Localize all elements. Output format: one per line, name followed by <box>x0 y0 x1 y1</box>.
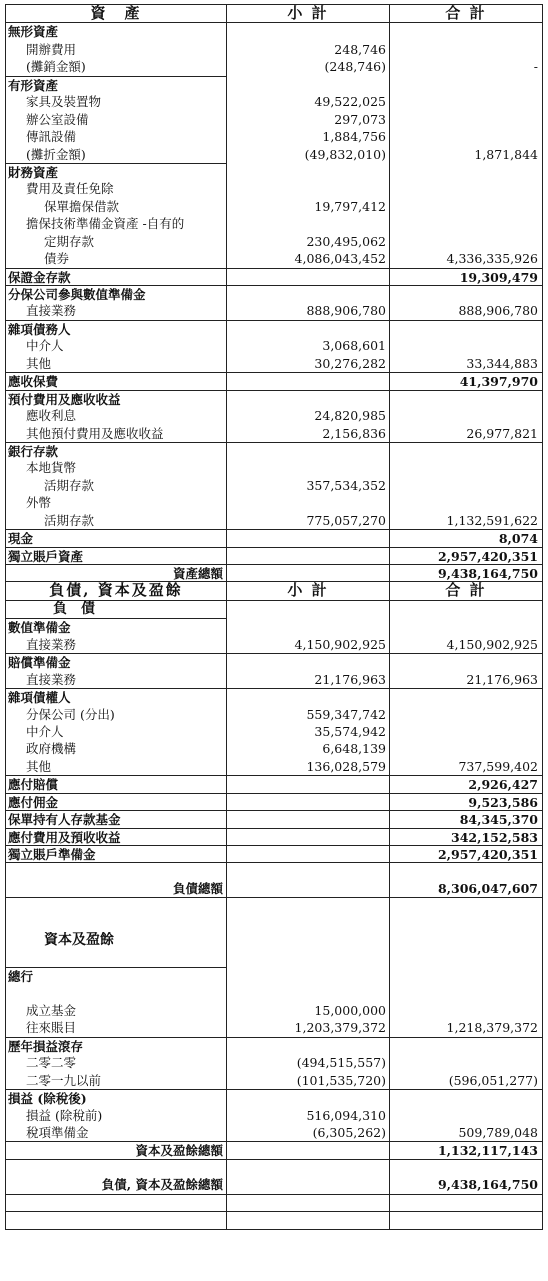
table-row <box>6 285 542 302</box>
row-total <box>389 1211 542 1228</box>
row-label: 直接業務 <box>26 671 77 687</box>
table-row <box>6 601 542 618</box>
table-row <box>6 302 542 319</box>
row-total <box>389 723 542 740</box>
section-financial <box>6 163 542 180</box>
row-subtotal <box>226 845 389 862</box>
row-total: 737,599,402 <box>389 758 542 775</box>
row-total: 33,344,883 <box>389 355 542 372</box>
header-assets: 資 產 <box>90 5 142 22</box>
row-label <box>6 1211 226 1228</box>
sheet-rows <box>6 23 542 1228</box>
row-total: 1,132,117,143 <box>389 1141 542 1158</box>
table-row <box>6 128 542 145</box>
row-total <box>389 494 542 511</box>
table-row <box>6 442 542 459</box>
row-total <box>389 233 542 250</box>
row-label: 預付費用及應收收益 <box>6 390 226 407</box>
row-subtotal <box>226 915 389 932</box>
row-subtotal: (6,305,262) <box>226 1124 389 1141</box>
row-label <box>6 915 226 932</box>
table-row <box>6 233 542 250</box>
row-label: 保單持有人存款基金 <box>6 810 226 827</box>
row-total <box>389 76 542 93</box>
row-subtotal <box>226 1194 389 1211</box>
row-subtotal: 35,574,942 <box>226 723 389 740</box>
row-total: 41,397,970 <box>389 372 542 389</box>
row-subtotal: 21,176,963 <box>226 671 389 688</box>
table-row <box>6 775 542 792</box>
row-label: 資本及盈餘 <box>44 932 114 949</box>
row-label: 歷年損益滾存 <box>6 1037 226 1054</box>
row-subtotal: 19,797,412 <box>226 198 389 215</box>
row-subtotal: (494,515,557) <box>226 1054 389 1071</box>
row-label <box>6 1159 226 1176</box>
row-subtotal <box>226 1176 389 1193</box>
table-row <box>6 688 542 705</box>
table-row <box>6 985 542 1002</box>
row-label: 銀行存款 <box>6 442 226 459</box>
row-label: 擔保技術準備金資產 -自有的 <box>26 216 185 232</box>
row-subtotal <box>226 793 389 810</box>
table-row <box>6 671 542 688</box>
row-subtotal: 357,534,352 <box>226 477 389 494</box>
row-label: 無形資產 <box>8 24 59 40</box>
row-total <box>389 163 542 180</box>
table-row <box>6 706 542 723</box>
row-total <box>389 601 542 618</box>
table-row <box>6 1141 542 1158</box>
row-total <box>389 862 542 879</box>
row-subtotal: 136,028,579 <box>226 758 389 775</box>
table-row <box>6 529 542 546</box>
row-label: 財務資產 <box>6 163 226 180</box>
assets-header <box>6 5 542 23</box>
row-subtotal: 3,068,601 <box>226 337 389 354</box>
row-subtotal <box>226 932 389 949</box>
row-total <box>389 442 542 459</box>
row-subtotal: (101,535,720) <box>226 1072 389 1089</box>
table-row <box>6 1002 542 1019</box>
row-label <box>6 985 226 1002</box>
row-total: 9,438,164,750 <box>389 1176 542 1193</box>
row-total: 84,345,370 <box>389 810 542 827</box>
row-total <box>389 688 542 705</box>
table-row <box>6 425 542 442</box>
row-label: 本地貨幣 <box>26 460 77 476</box>
table-row <box>6 828 542 845</box>
row-total <box>389 320 542 337</box>
table-row <box>6 862 542 879</box>
row-subtotal <box>226 268 389 285</box>
row-label: 稅項準備金 <box>26 1125 89 1140</box>
table-row <box>6 268 542 285</box>
row-total: 9,438,164,750 <box>389 564 542 581</box>
row-subtotal: 516,094,310 <box>226 1107 389 1124</box>
table-row <box>6 636 542 653</box>
row-label: 傳訊設備 <box>26 129 77 145</box>
row-label: 分保公司 (分出) <box>26 706 115 722</box>
row-label: 往來賬目 <box>26 1020 77 1036</box>
row-subtotal <box>226 390 389 407</box>
row-total: 21,176,963 <box>389 671 542 688</box>
row-label: 資本及盈餘總額 <box>6 1141 226 1158</box>
row-label: 數值準備金 <box>6 618 226 635</box>
row-label: 獨立賬戶資產 <box>6 547 226 564</box>
row-label: 家具及裝置物 <box>26 94 102 110</box>
table-row <box>6 758 542 775</box>
row-total: 9,523,586 <box>389 793 542 810</box>
row-subtotal <box>226 494 389 511</box>
row-label: 應付佣金 <box>6 793 226 810</box>
row-subtotal <box>226 880 389 897</box>
row-total: 8,306,047,607 <box>389 880 542 897</box>
row-subtotal <box>226 215 389 232</box>
table-row <box>6 494 542 511</box>
row-label <box>6 1194 226 1211</box>
row-subtotal <box>226 564 389 581</box>
header-total: 合 計 <box>389 582 542 599</box>
row-subtotal <box>226 1089 389 1106</box>
row-label: 負債總額 <box>172 880 223 896</box>
table-row <box>6 1072 542 1089</box>
table-row <box>6 793 542 810</box>
section-intangible <box>6 23 542 40</box>
row-subtotal <box>226 529 389 546</box>
row-label: 負 債 <box>53 600 95 617</box>
row-label: 定期存款 <box>44 233 95 249</box>
row-total: 2,926,427 <box>389 775 542 792</box>
row-total <box>389 477 542 494</box>
table-row <box>6 1089 542 1106</box>
row-subtotal <box>226 828 389 845</box>
row-total: 509,789,048 <box>389 1124 542 1141</box>
row-total: 8,074 <box>389 529 542 546</box>
header-total: 合 計 <box>389 5 542 22</box>
row-total <box>389 1002 542 1019</box>
row-label: 中介人 <box>26 338 64 354</box>
row-total: 2,957,420,351 <box>389 845 542 862</box>
row-total: 19,309,479 <box>389 268 542 285</box>
row-label <box>6 950 226 967</box>
row-total <box>389 1107 542 1124</box>
table-row <box>6 111 542 128</box>
row-total: 2,957,420,351 <box>389 547 542 564</box>
table-row <box>6 1124 542 1141</box>
row-subtotal <box>226 1159 389 1176</box>
row-label: 應付賠償 <box>6 775 226 792</box>
row-total <box>389 653 542 670</box>
row-total: 888,906,780 <box>389 302 542 319</box>
row-subtotal <box>226 653 389 670</box>
row-total <box>389 915 542 932</box>
row-subtotal: 24,820,985 <box>226 407 389 424</box>
row-subtotal: 30,276,282 <box>226 355 389 372</box>
row-subtotal: 888,906,780 <box>226 302 389 319</box>
row-label: 賠償準備金 <box>6 653 226 670</box>
row-total <box>389 459 542 476</box>
row-subtotal <box>226 950 389 967</box>
row-total <box>389 950 542 967</box>
table-row <box>6 198 542 215</box>
liabilities-header <box>6 581 542 600</box>
row-subtotal <box>226 618 389 635</box>
row-label: 損益 (除稅後) <box>6 1089 226 1106</box>
row-label: 直接業務 <box>26 303 77 319</box>
table-row <box>6 512 542 529</box>
row-subtotal <box>226 1211 389 1228</box>
row-label: 雜項債務人 <box>6 320 226 337</box>
row-label: 成立基金 <box>26 1002 77 1018</box>
table-row <box>6 1194 542 1211</box>
row-total <box>389 1054 542 1071</box>
row-subtotal: (248,746) <box>226 58 389 75</box>
row-label: 活期存款 <box>44 477 95 493</box>
row-subtotal <box>226 985 389 1002</box>
row-label: 保單擔保借款 <box>44 198 120 214</box>
row-label <box>6 897 226 914</box>
row-subtotal <box>226 163 389 180</box>
row-total <box>389 128 542 145</box>
row-total: (596,051,277) <box>389 1072 542 1089</box>
row-total <box>389 180 542 197</box>
row-total <box>389 740 542 757</box>
row-total <box>389 215 542 232</box>
row-label: (攤銷金額) <box>26 59 86 75</box>
table-row <box>6 880 542 897</box>
row-total <box>389 618 542 635</box>
row-label: 應收利息 <box>26 408 77 424</box>
section-tangible <box>6 76 542 93</box>
row-total <box>389 41 542 58</box>
row-subtotal: 6,648,139 <box>226 740 389 757</box>
row-subtotal: 2,156,836 <box>226 425 389 442</box>
row-total: 4,150,902,925 <box>389 636 542 653</box>
table-row <box>6 897 542 914</box>
row-subtotal: 248,746 <box>226 41 389 58</box>
table-row <box>6 1037 542 1054</box>
row-subtotal <box>226 601 389 618</box>
table-row <box>6 967 542 984</box>
row-total: 1,132,591,622 <box>389 512 542 529</box>
row-total <box>389 337 542 354</box>
header-liabilities: 負債, 資本及盈餘 <box>49 582 183 600</box>
row-subtotal <box>226 442 389 459</box>
row-total: 1,218,379,372 <box>389 1019 542 1036</box>
row-total: - <box>389 58 542 75</box>
row-subtotal <box>226 372 389 389</box>
row-label: 其他 <box>26 355 52 371</box>
row-subtotal <box>226 897 389 914</box>
table-row <box>6 915 542 932</box>
row-label: 總行 <box>6 967 226 984</box>
row-subtotal <box>226 1037 389 1054</box>
table-row <box>6 1054 542 1071</box>
table-row <box>6 93 542 110</box>
row-subtotal: 559,347,742 <box>226 706 389 723</box>
row-subtotal: 1,884,756 <box>226 128 389 145</box>
row-label: 外幣 <box>26 495 52 511</box>
header-subtotal: 小 計 <box>226 5 389 22</box>
row-subtotal: 4,086,043,452 <box>226 250 389 267</box>
row-subtotal: 49,522,025 <box>226 93 389 110</box>
row-label: 債券 <box>44 251 70 267</box>
row-subtotal <box>226 862 389 879</box>
row-label: 活期存款 <box>44 512 95 528</box>
row-subtotal: 297,073 <box>226 111 389 128</box>
row-label: 費用及責任免除 <box>26 181 114 197</box>
row-label: 政府機構 <box>26 741 77 757</box>
table-row <box>6 653 542 670</box>
table-row <box>6 146 542 163</box>
row-subtotal <box>226 547 389 564</box>
row-subtotal <box>226 1141 389 1158</box>
row-subtotal <box>226 967 389 984</box>
row-subtotal: 4,150,902,925 <box>226 636 389 653</box>
row-total <box>389 23 542 40</box>
table-row <box>6 337 542 354</box>
row-total: 342,152,583 <box>389 828 542 845</box>
row-total <box>389 407 542 424</box>
table-row <box>6 932 542 949</box>
row-total <box>389 1159 542 1176</box>
row-total: 1,871,844 <box>389 146 542 163</box>
row-label: 直接業務 <box>26 636 77 652</box>
row-total <box>389 967 542 984</box>
table-row <box>6 547 542 564</box>
row-label: 開辦費用 <box>26 41 77 57</box>
row-total <box>389 897 542 914</box>
table-row <box>6 215 542 232</box>
table-row <box>6 250 542 267</box>
table-row <box>6 1019 542 1036</box>
row-total <box>389 390 542 407</box>
table-row <box>6 1211 542 1228</box>
table-row <box>6 58 542 75</box>
table-row <box>6 1176 542 1193</box>
row-label: 保證金存款 <box>6 268 226 285</box>
row-total <box>389 1194 542 1211</box>
row-label: 現金 <box>6 529 226 546</box>
row-total <box>389 1037 542 1054</box>
row-label: 中介人 <box>26 723 64 739</box>
row-subtotal: 775,057,270 <box>226 512 389 529</box>
row-subtotal: (49,832,010) <box>226 146 389 163</box>
table-row <box>6 723 542 740</box>
row-total <box>389 111 542 128</box>
row-total <box>389 285 542 302</box>
table-row <box>6 1159 542 1176</box>
balance-sheet <box>5 4 543 1230</box>
table-row <box>6 41 542 58</box>
table-row <box>6 180 542 197</box>
row-subtotal: 15,000,000 <box>226 1002 389 1019</box>
row-subtotal <box>226 23 389 40</box>
row-subtotal <box>226 76 389 93</box>
row-label: 二零一九以前 <box>26 1072 102 1088</box>
row-label: 資產總額 <box>6 564 226 581</box>
row-label: (攤折金額) <box>26 146 86 162</box>
row-total: 4,336,335,926 <box>389 250 542 267</box>
row-subtotal: 1,203,379,372 <box>226 1019 389 1036</box>
table-row <box>6 407 542 424</box>
row-subtotal <box>226 180 389 197</box>
row-label: 其他預付費用及應收收益 <box>26 425 164 441</box>
table-row <box>6 477 542 494</box>
row-subtotal <box>226 810 389 827</box>
row-label: 二零二零 <box>26 1055 77 1071</box>
row-label: 負債, 資本及盈餘總額 <box>101 1177 223 1193</box>
row-subtotal <box>226 459 389 476</box>
row-label: 損益 (除稅前) <box>26 1107 103 1123</box>
table-row <box>6 1107 542 1124</box>
row-label: 分保公司參與數值準備金 <box>6 285 226 302</box>
table-row <box>6 845 542 862</box>
table-row <box>6 372 542 389</box>
table-row <box>6 459 542 476</box>
row-label: 應付費用及預收收益 <box>6 828 226 845</box>
table-row <box>6 320 542 337</box>
table-row <box>6 564 542 581</box>
table-row <box>6 390 542 407</box>
table-row <box>6 618 542 635</box>
table-row <box>6 950 542 967</box>
row-total: 26,977,821 <box>389 425 542 442</box>
row-total <box>389 932 542 949</box>
row-subtotal <box>226 285 389 302</box>
table-row <box>6 740 542 757</box>
row-label: 應收保費 <box>6 372 226 389</box>
row-total <box>389 985 542 1002</box>
row-label: 獨立賬戶準備金 <box>6 845 226 862</box>
row-total <box>389 198 542 215</box>
row-subtotal <box>226 688 389 705</box>
header-subtotal: 小 計 <box>226 582 389 599</box>
table-row <box>6 355 542 372</box>
table-row <box>6 810 542 827</box>
row-label: 其他 <box>26 758 52 774</box>
row-total <box>389 1089 542 1106</box>
row-label: 辦公室設備 <box>26 111 89 127</box>
row-subtotal <box>226 320 389 337</box>
row-subtotal <box>226 775 389 792</box>
row-label: 雜項債權人 <box>6 688 226 705</box>
row-label: 有形資產 <box>6 76 226 93</box>
row-total <box>389 93 542 110</box>
row-subtotal: 230,495,062 <box>226 233 389 250</box>
row-total <box>389 706 542 723</box>
row-label <box>6 862 226 879</box>
